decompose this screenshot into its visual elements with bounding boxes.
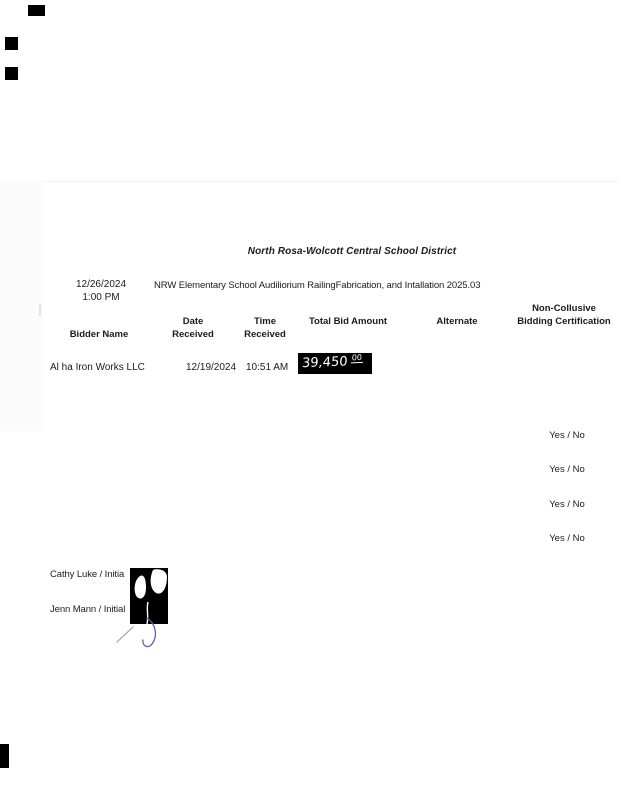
handwritten-bid-dollars: 39,450 <box>301 354 349 372</box>
col-header-time-received-line2: Received <box>244 329 286 340</box>
redacted-initial-stroke <box>147 602 148 624</box>
col-header-non-collusive-line1: Non-Collusive <box>532 303 596 314</box>
col-header-total-bid-amount: Total Bid Amount <box>308 316 388 327</box>
initials-line-jenn-mann: Jenn Mann / Initial <box>50 604 126 615</box>
scan-artifact-bottom-left <box>0 744 9 768</box>
scan-artifact-left-2 <box>5 67 18 80</box>
certification-option-4: Yes / No <box>549 533 585 544</box>
scan-smudge <box>39 304 41 316</box>
time-received-cell: 10:51 AM <box>246 362 289 373</box>
bidder-name-cell: Al ha Iron Works LLC <box>50 362 145 373</box>
initials-redaction-box <box>112 566 182 650</box>
scan-shading-strip <box>0 181 44 431</box>
col-header-date-received-line1: Date <box>182 316 204 327</box>
col-header-date-received-line2: Received <box>172 329 214 340</box>
scan-artifact-left-1 <box>5 37 18 50</box>
pen-stroke-gray <box>117 627 133 642</box>
bid-amount-redaction-box <box>298 353 372 374</box>
col-header-alternate: Alternate <box>436 316 478 327</box>
handwritten-bid-cents: 00 <box>351 352 363 363</box>
bid-opening-time: 1:00 PM <box>82 292 120 303</box>
certification-option-3: Yes / No <box>549 499 585 510</box>
certification-option-1: Yes / No <box>549 430 585 441</box>
initials-line-cathy-luke: Cathy Luke / Initia <box>50 569 125 580</box>
project-title: NRW Elementary School Audiliorium RailingFabrication, and Intallation 2025.03 <box>154 280 481 291</box>
date-received-cell: 12/19/2024 <box>186 362 237 373</box>
col-header-time-received-line1: Time <box>253 316 276 327</box>
certification-option-2: Yes / No <box>549 464 585 475</box>
col-header-non-collusive-line2: Bidding Certification <box>517 316 611 327</box>
handwritten-bid-amount <box>301 354 363 371</box>
scan-shading-band <box>0 181 618 182</box>
scan-artifact-top-1 <box>28 5 45 16</box>
col-header-bidder-name: Bidder Name <box>69 329 129 340</box>
document-title: North Rosa-Wolcott Central School District <box>247 246 457 257</box>
bid-opening-date: 12/26/2024 <box>75 279 127 290</box>
